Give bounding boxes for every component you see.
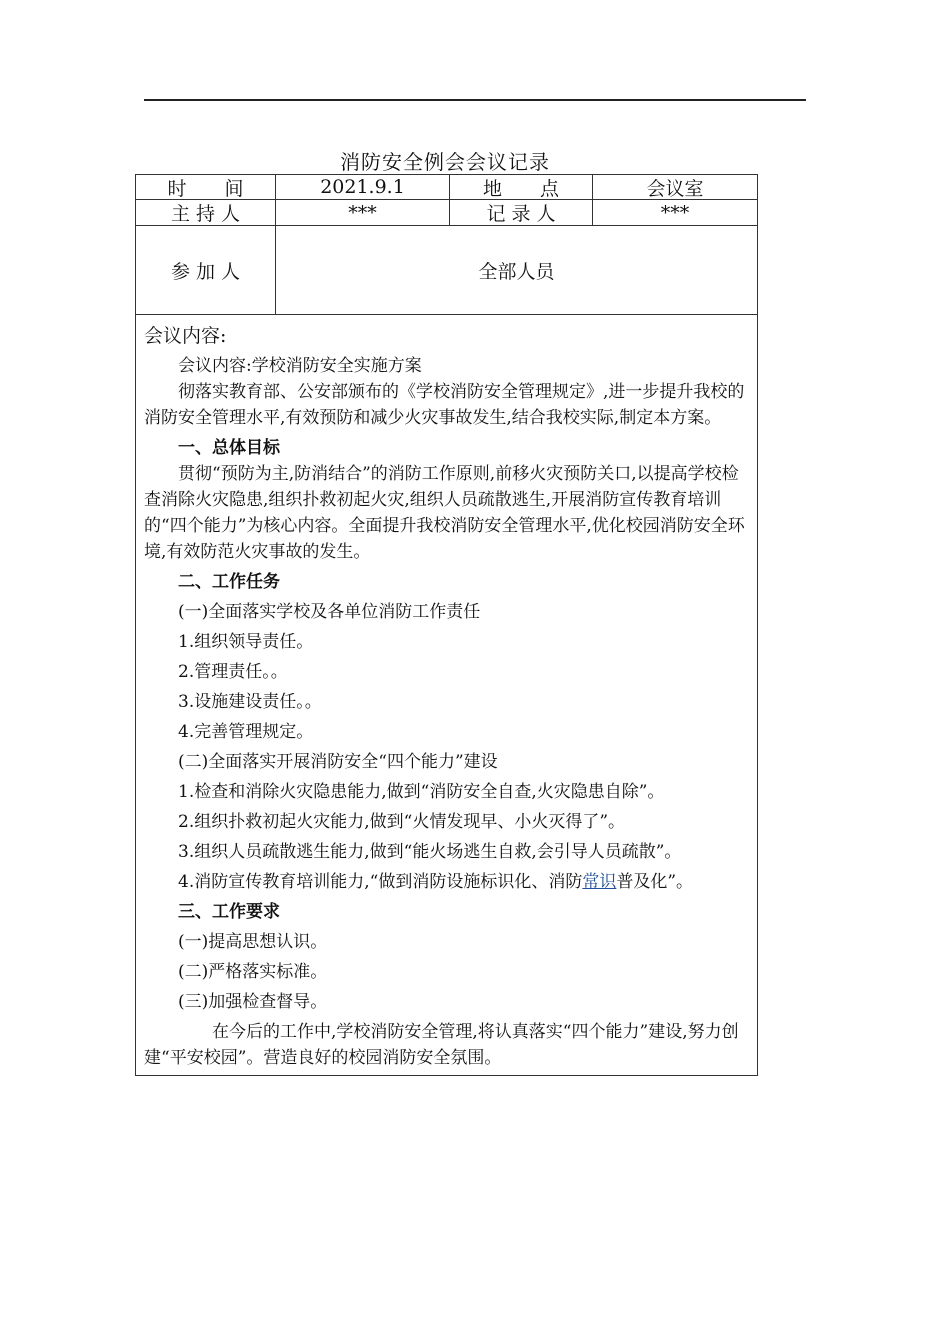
glossary-link[interactable]: 常识 xyxy=(582,872,617,892)
content-heading: 会议内容: xyxy=(144,325,227,347)
place-value: 会议室 xyxy=(592,175,757,199)
host-value: *** xyxy=(275,200,449,225)
time-value: 2021.9.1 xyxy=(275,175,449,199)
header-rule xyxy=(144,99,806,101)
attendees-label: 参 加 人 xyxy=(170,260,241,283)
content-intro: 彻落实教育部、公安部颁布的《学校消防安全管理规定》,进一步提升我校的消防安全管理水平,有效预防和减少火灾事故发生,结合我校实际,制定本方案。 xyxy=(144,382,745,428)
list-item: 2.管理责任。。 xyxy=(178,662,288,682)
section-2-title: 二、工作任务 xyxy=(178,572,280,592)
list-item xyxy=(144,869,749,895)
section-1-body: 贯彻“预防为主,防消结合”的消防工作原则,前移火灾预防关口,以提高学校检查消除火灾隐患,组织扑救初起火灾,组织人员疏散逃生,开展消防宣传教育培训的“四个能力”为核心内容。全面提升我校消防安全管理水平,优化校园消防安全环境,有效防范火灾事故的发生。 xyxy=(144,464,745,562)
content-topic: 会议内容:学校消防安全实施方案 xyxy=(178,356,422,376)
list-item: 4.完善管理规定。 xyxy=(178,722,314,742)
time-label: 时 间 xyxy=(167,177,244,200)
section-3-title: 三、工作要求 xyxy=(178,902,280,922)
document-title: 消防安全例会会议记录 xyxy=(340,150,550,174)
section-1-title: 一、总体目标 xyxy=(178,438,280,458)
table-row-time xyxy=(135,174,758,200)
place-label: 地 点 xyxy=(449,175,592,199)
host-label: 主 持 人 xyxy=(170,203,241,225)
list-item: 3.组织人员疏散逃生能力,做到“能火场逃生自救,会引导人员疏散”。 xyxy=(178,842,682,862)
item-text-a: 4.消防宣传教育培训能力,“做到消防设施标识化、消防 xyxy=(178,872,583,892)
attendees-value: 全部人员 xyxy=(275,226,757,314)
meeting-content xyxy=(135,315,758,1076)
recorder-value: *** xyxy=(592,200,757,225)
subsection-1-title: (一)全面落实学校及各单位消防工作责任 xyxy=(178,602,481,622)
item-text-b: 普及化”。 xyxy=(616,872,694,892)
list-item: 1.组织领导责任。 xyxy=(178,632,314,652)
list-item: (二)严格落实标准。 xyxy=(178,962,328,982)
closing-paragraph: 在今后的工作中,学校消防安全管理,将认真落实“四个能力”建设,努力创建“平安校园”。营造良好的校园消防安全氛围。 xyxy=(144,1022,739,1068)
list-item: (一)提高思想认识。 xyxy=(178,932,328,952)
table-row-host xyxy=(135,200,758,226)
table-row-attendees xyxy=(135,226,758,315)
recorder-label: 记 录 人 xyxy=(449,200,592,225)
list-item: 1.检查和消除火灾隐患能力,做到“消防安全自查,火灾隐患自除”。 xyxy=(178,782,665,802)
meeting-record-table xyxy=(135,174,758,1076)
list-item: 3.设施建设责任。。 xyxy=(178,692,322,712)
list-item: (三)加强检查督导。 xyxy=(178,992,328,1012)
list-item: 2.组织扑救初起火灾能力,做到“火情发现早、小火灭得了”。 xyxy=(178,812,626,832)
subsection-2-title: (二)全面落实开展消防安全“四个能力”建设 xyxy=(178,752,498,772)
